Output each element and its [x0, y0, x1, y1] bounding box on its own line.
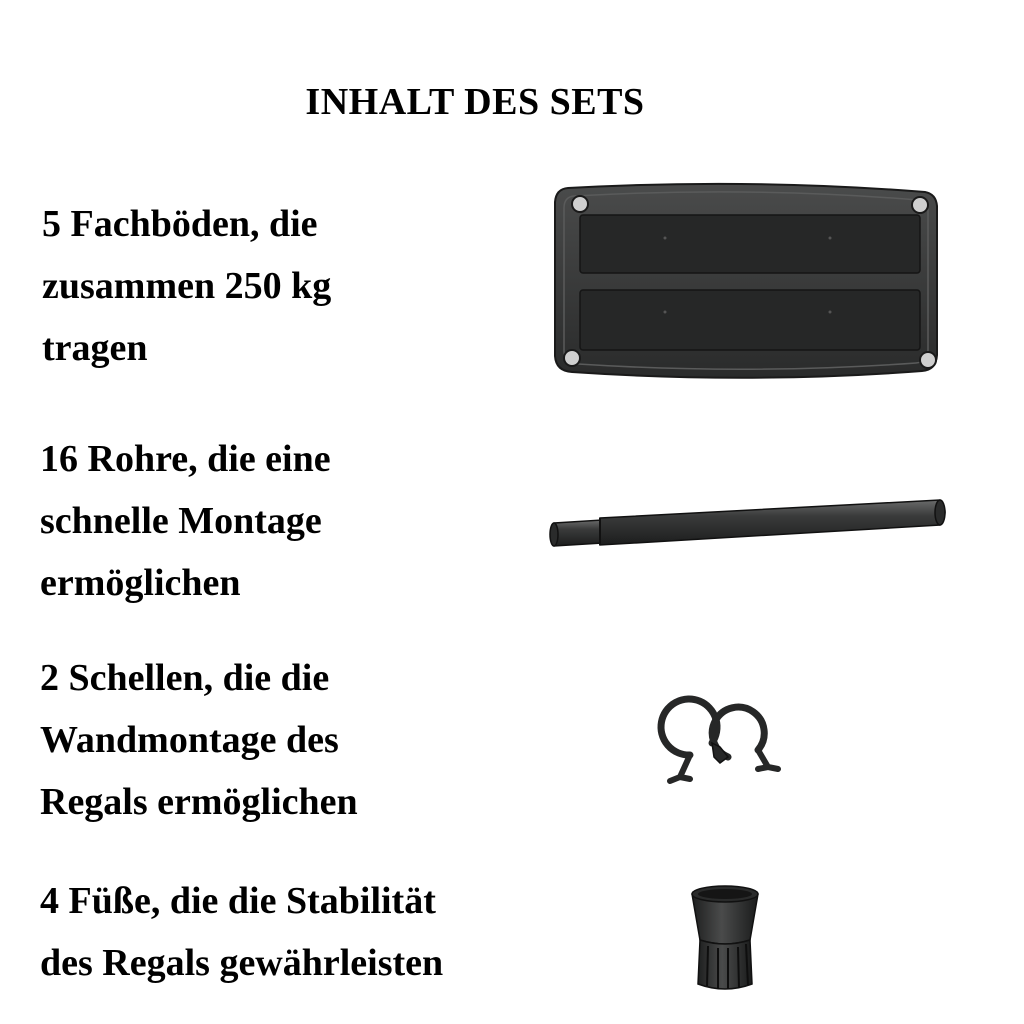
- item-wall-clamps-text: [40, 647, 358, 833]
- item-shelf-boards-text: [42, 193, 331, 379]
- item-line: des Regals gewährleisten: [40, 942, 444, 984]
- item-line: 4 Füße, die die Stabilität: [40, 880, 436, 922]
- tube-icon: [540, 485, 960, 555]
- item-line: ermöglichen: [40, 562, 241, 604]
- item-feet-text: [40, 870, 443, 994]
- item-line: 5 Fachböden, die: [42, 203, 318, 245]
- shelf-board-icon: [540, 170, 960, 390]
- item-line: 2 Schellen, die die: [40, 657, 330, 699]
- item-line: Regals ermöglichen: [40, 781, 358, 823]
- wall-clamp-icon: [640, 695, 790, 795]
- item-line: schnelle Montage: [40, 500, 322, 542]
- item-line: 16 Rohre, die eine: [40, 438, 331, 480]
- item-line: tragen: [42, 327, 148, 369]
- page-title: INHALT DES SETS: [305, 81, 645, 123]
- item-line: zusammen 250 kg: [42, 265, 332, 307]
- foot-icon: [670, 880, 780, 1000]
- item-line: Wandmontage des: [40, 719, 339, 761]
- item-tubes-text: [40, 428, 331, 614]
